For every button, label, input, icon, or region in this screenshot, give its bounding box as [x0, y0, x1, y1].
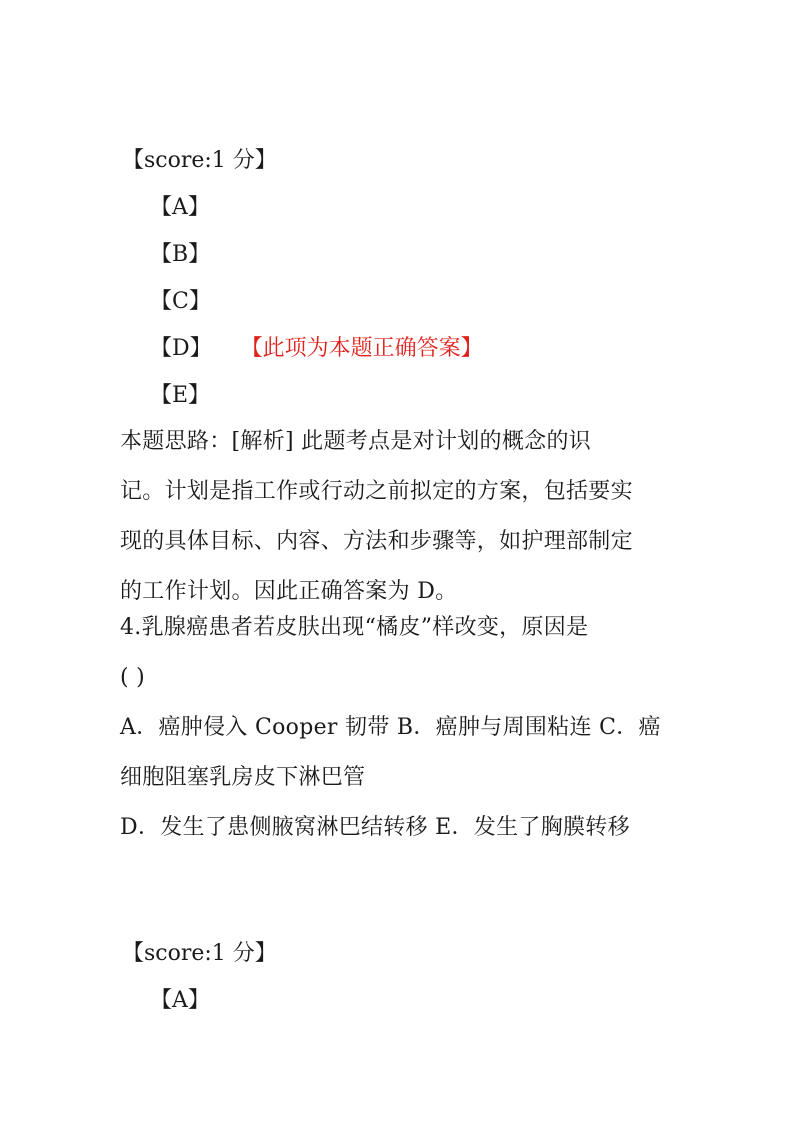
question-choices: D．发生了患侧腋窝淋巴结转移 E．发生了胸膜转移 [120, 815, 630, 840]
option-e: 【E】 [150, 383, 211, 408]
option-a: 【A】 [150, 195, 210, 220]
explanation-line: 本题思路：[解析] 此题考点是对计划的概念的识 [120, 429, 592, 454]
option-d: 【D】 [150, 336, 212, 361]
explanation [120, 417, 680, 617]
option-b: 【B】 [150, 242, 211, 267]
question-choices: 细胞阻塞乳房皮下淋巴管 [120, 765, 366, 790]
option-d-row [150, 334, 483, 364]
question-stem: 4.乳腺癌患者若皮肤出现“橘皮”样改变，原因是 [120, 615, 589, 640]
score-label-2: 【score:1 分】 [122, 941, 277, 966]
correct-answer-note: 【此项为本题正确答案】 [251, 336, 483, 361]
explanation-line: 现的具体目标、内容、方法和步骤等，如护理部制定 [120, 529, 633, 554]
score-label-1: 【score:1 分】 [122, 148, 277, 173]
question-paren: ( ) [120, 665, 146, 690]
explanation-line: 的工作计划。因此正确答案为 D。 [120, 579, 458, 604]
option-a-2: 【A】 [150, 988, 210, 1013]
option-c: 【C】 [150, 289, 211, 314]
question-choices: A．癌肿侵入 Cooper 韧带 B．癌肿与周围粘连 C．癌 [120, 715, 661, 740]
explanation-line: 记。计划是指工作或行动之前拟定的方案，包括要实 [120, 479, 633, 504]
question-4 [120, 603, 680, 853]
